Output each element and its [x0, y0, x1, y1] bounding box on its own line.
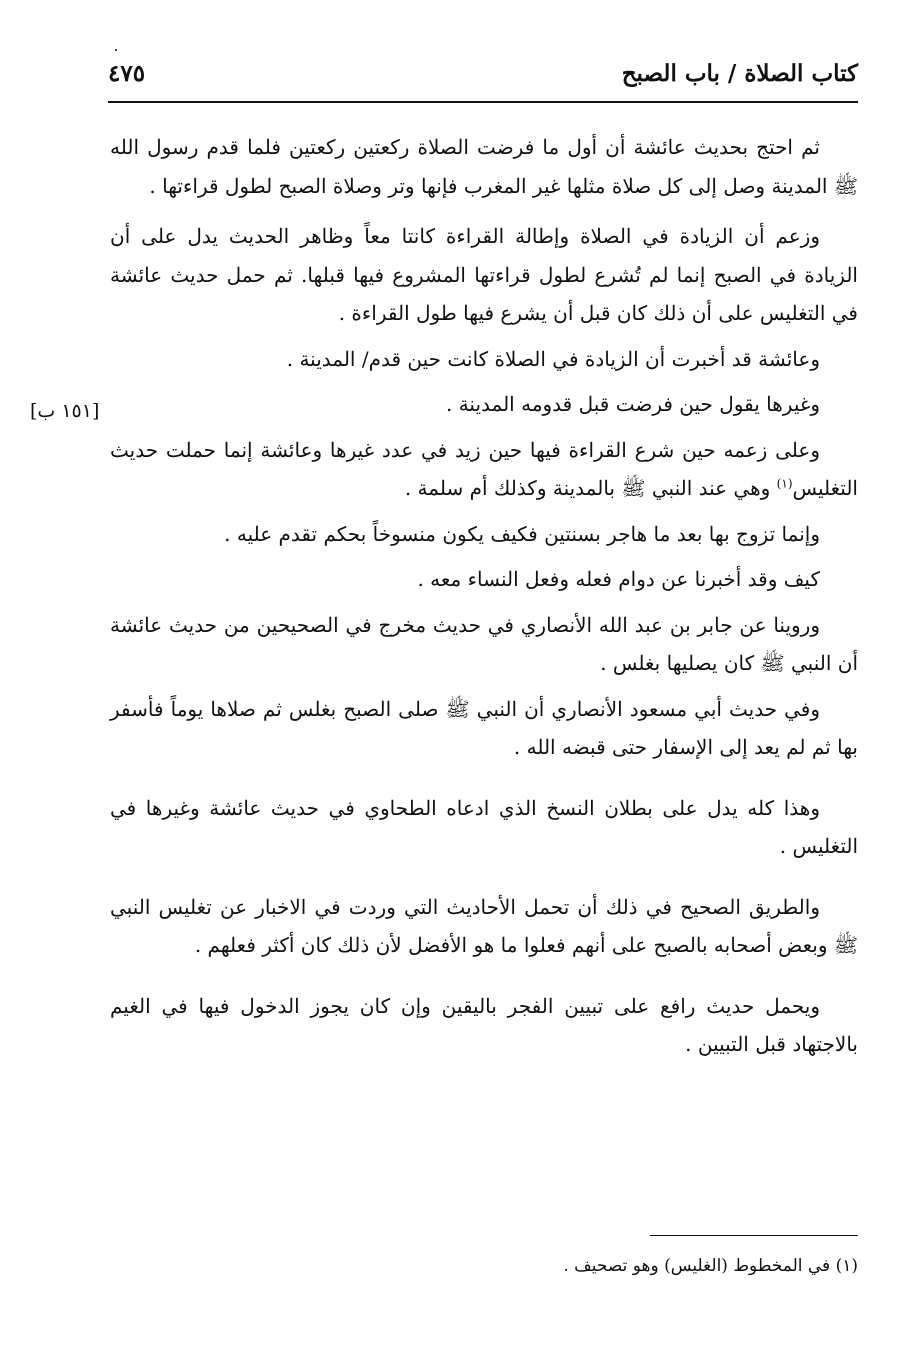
paragraph: وعائشة قد أخبرت أن الزيادة في الصلاة كانت حين قدم/ المدينة . [286, 346, 820, 371]
paragraph: وزعم أن الزيادة في الصلاة وإطالة القراءة كانتا معاً وظاهر الحديث يدل على أن الزيادة في الصبح إنما لم تُشرع لطول قراءتها المشروع فيها قبلها. ثم حمل حديث عائشة في التغليس على أن ذلك كان قبل أن يشرع فيها طول القراءة . [110, 224, 858, 325]
main-text [110, 128, 858, 1064]
paragraph-text-tail: وهي عند النبي ﷺ بالمدينة وكذلك أم سلمة . [404, 476, 777, 500]
running-header [108, 58, 858, 98]
header-rule [108, 101, 858, 103]
paragraph: والطريق الصحيح في ذلك أن تحمل الأحاديث التي وردت في الاخبار عن تغليس النبي ﷺ وبعض أصحابه بالصبح على أنهم فعلوا ما هو الأفضل لأن ذلك كان أكثر فعلهم . [110, 894, 858, 957]
paragraph: ويحمل حديث رافع على تبيين الفجر باليقين وإن كان يجوز الدخول فيها في الغيم بالاجتهاد قبل التبيين . [110, 993, 858, 1056]
paragraph: وفي حديث أبي مسعود الأنصاري أن النبي ﷺ صلى الصبح بغلس ثم صلاها يوماً فأسفر بها ثم لم يعد إلى الإسفار حتى قبضه الله . [110, 696, 858, 759]
footnote-marker: (١) [776, 476, 793, 491]
manuscript-folio-marker: [١٥١ ب] [30, 400, 100, 422]
paragraph: وغيرها يقول حين فرضت قبل قدومه المدينة . [445, 392, 820, 416]
paragraph: وإنما تزوج بها بعد ما هاجر بسنتين فكيف يكون منسوخاً بحكم تقدم عليه . [224, 521, 820, 546]
page-number: ٤٧٥ [108, 60, 146, 87]
paragraph: وروينا عن جابر بن عبد الله الأنصاري في حديث مخرج في الصحيحين من حديث عائشة أن النبي ﷺ كان يصليها بغلس . [110, 612, 858, 675]
paragraph: ثم احتج بحديث عائشة أن أول ما فرضت الصلاة ركعتين ركعتين فلما قدم رسول الله ﷺ المدينة وصل إلى كل صلاة مثلها غير المغرب فإنها وتر وصلاة الصبح لطول قراءتها . [110, 135, 858, 198]
header-title: كتاب الصلاة / باب الصبح [621, 60, 858, 87]
scan-speck [115, 49, 117, 51]
paragraph: كيف وقد أخبرنا عن دوام فعله وفعل النساء معه . [417, 567, 820, 591]
footnote-rule [650, 1235, 858, 1236]
footnote: (١) في المخطوط (الغليس) وهو تصحيف . [563, 1256, 858, 1276]
paragraph [110, 431, 858, 508]
paragraph-text: وعلى زعمه حين شرع القراءة فيها حين زيد في عدد غيرها وعائشة إنما حملت حديث التغليس [110, 437, 858, 500]
paragraph: وهذا كله يدل على بطلان النسخ الذي ادعاه الطحاوي في حديث عائشة وغيرها في التغليس . [110, 795, 858, 858]
